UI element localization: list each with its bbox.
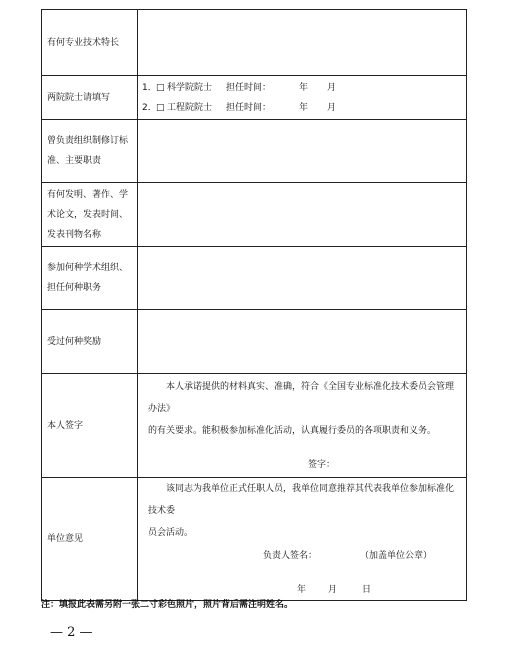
option-number: 1． [142, 82, 157, 93]
label-line: 曾负责组织制修订标 [47, 136, 129, 146]
row-academician [42, 76, 467, 120]
row-unit-opinion [42, 478, 467, 601]
application-form-table [41, 9, 467, 601]
field-signature [138, 374, 467, 478]
unit-opinion-text: 该同志为我单位正式任职人员，我单位同意推荐其代表我单位参加标准化技术委 [148, 484, 455, 516]
month-label: 月 [327, 82, 337, 93]
field-works[interactable] [138, 183, 467, 247]
page-number: — 2 — [50, 625, 93, 640]
label-works [42, 183, 138, 247]
pledge-text: 本人承诺提供的材料真实、准确，符合《全国专业标准化技术委员会管理办法》 [148, 381, 455, 414]
pledge-text-cont: 的有关要求。能积极参加标准化活动，认真履行委员的各项职责和义务。 [148, 425, 437, 436]
label-orgs [42, 247, 138, 310]
option-number: 2． [142, 102, 157, 113]
checkbox-engineering-academician[interactable]: □ [156, 102, 165, 113]
option-text: 科学院院士 [167, 82, 213, 93]
seal-label: （加盖单位公章） [360, 551, 433, 561]
row-orgs [42, 247, 467, 310]
row-awards [42, 310, 467, 374]
label-line: 有何发明、著作、学 [47, 189, 129, 200]
field-academician [138, 76, 467, 120]
sign-label[interactable]: 签字： [308, 459, 336, 470]
date-day: 日 [362, 585, 372, 595]
field-standards[interactable] [138, 120, 467, 183]
label-line: 术论文，发表时间、 [47, 209, 129, 220]
time-label: 担任时间： [226, 102, 272, 113]
time-label: 担任时间： [226, 82, 272, 93]
label-unit-opinion: 单位意见 [42, 478, 138, 601]
leader-sign-label[interactable]: 负责人签名： [263, 551, 318, 561]
label-line: 准、主要职责 [47, 156, 102, 166]
academician-option-2 [138, 98, 466, 118]
label-standards [42, 120, 138, 183]
row-works [42, 183, 467, 247]
row-standards [42, 120, 467, 183]
academician-option-1 [138, 78, 466, 98]
date-year: 年 [297, 585, 307, 595]
label-line: 担任何种职务 [47, 283, 102, 293]
label-line: 参加何种学术组织、 [47, 263, 129, 273]
row-specialty [42, 10, 467, 76]
field-unit-opinion [138, 478, 467, 601]
row-signature [42, 374, 467, 478]
label-academician: 两院院士请填写 [42, 76, 138, 120]
footnote: 注：填报此表需另附一张二寸彩色照片，照片背后需注明姓名。 [41, 600, 294, 610]
date-month: 月 [328, 585, 338, 595]
field-orgs[interactable] [138, 247, 467, 310]
month-label: 月 [327, 102, 337, 113]
label-awards: 受过何种奖励 [42, 310, 138, 374]
year-label: 年 [299, 102, 309, 113]
option-text: 工程院院士 [167, 102, 213, 113]
label-line: 发表刊物名称 [47, 229, 102, 240]
label-signature: 本人签字 [42, 374, 138, 478]
unit-opinion-text-cont: 员会活动。 [148, 528, 194, 538]
field-awards[interactable] [138, 310, 467, 374]
checkbox-science-academician[interactable]: □ [156, 82, 165, 93]
field-specialty[interactable] [138, 10, 467, 76]
year-label: 年 [299, 82, 309, 93]
label-specialty: 有何专业技术特长 [42, 10, 138, 76]
leader-sign-line [138, 546, 466, 566]
